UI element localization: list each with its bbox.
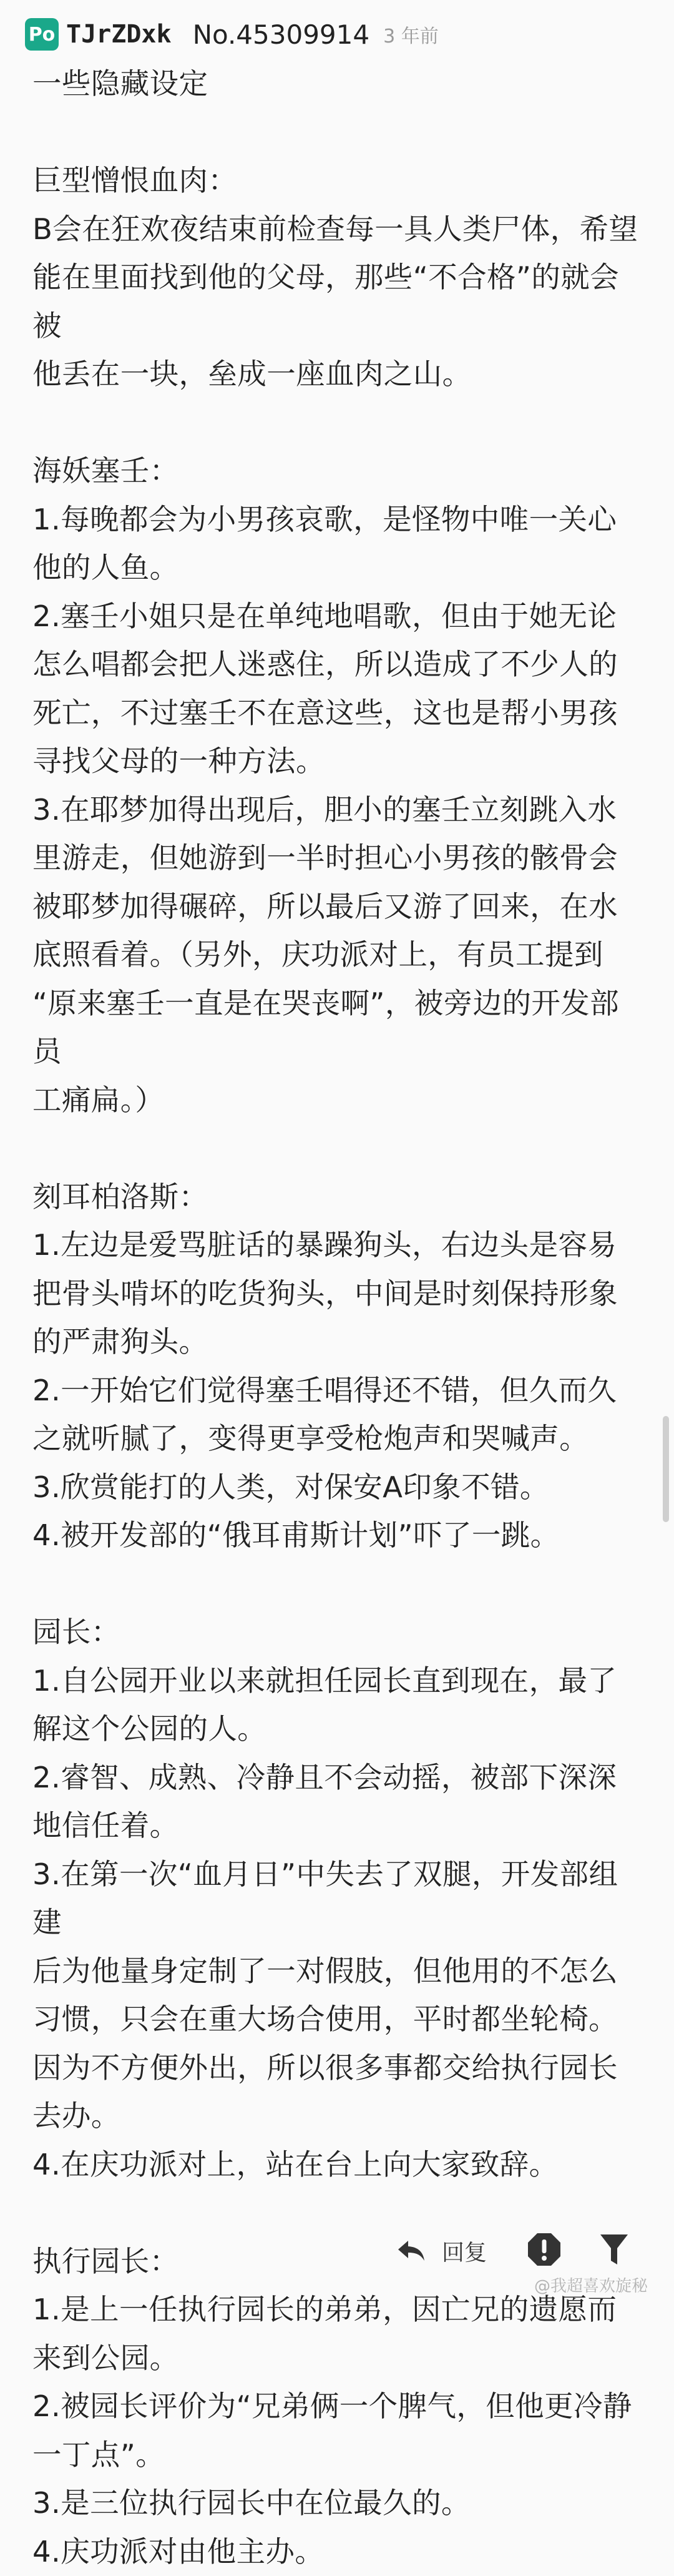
content-line: 去办。 xyxy=(32,2092,641,2141)
post-number[interactable]: No.45309914 xyxy=(193,19,370,50)
content-line: 园长： xyxy=(32,1608,641,1657)
post-time: 3 年前 xyxy=(383,21,439,48)
content-line: 3.在耶梦加得出现后，胆小的塞壬立刻跳入水 xyxy=(32,786,641,835)
content-line: 底照看着。（另外，庆功派对上，有员工提到 xyxy=(32,931,641,980)
content-line: 被耶梦加得碾碎，所以最后又游了回来，在水 xyxy=(32,883,641,932)
content-line: 之就听腻了，变得更享受枪炮声和哭喊声。 xyxy=(32,1415,641,1463)
content-line: 3.是三位执行园长中在位最久的。 xyxy=(32,2479,641,2528)
content-line: 4.被开发部的“俄耳甫斯计划”吓了一跳。 xyxy=(32,1512,641,1560)
scrollbar-thumb[interactable] xyxy=(663,1416,669,1522)
content-line: 死亡，不过塞壬不在意这些，这也是帮小男孩 xyxy=(32,689,641,738)
filter-icon xyxy=(599,2233,629,2267)
post-footer xyxy=(0,2220,674,2291)
content-line: 1.左边是爱骂脏话的暴躁狗头，右边头是容易 xyxy=(32,1221,641,1270)
reply-arrow-icon xyxy=(397,2238,426,2263)
content-line: 一丁点”。 xyxy=(32,2431,641,2480)
content-line: 习惯，只会在重大场合使用，平时都坐轮椅。 xyxy=(32,1995,641,2044)
reply-label: 回复 xyxy=(442,2235,487,2267)
content-line: 工痛扁。） xyxy=(32,1076,641,1125)
content-line: 后为他量身定制了一对假肢，但他用的不怎么 xyxy=(32,1947,641,1996)
content-line: 来到公园。 xyxy=(32,2334,641,2383)
blank-line xyxy=(32,399,641,448)
content-line: 寻找父母的一种方法。 xyxy=(32,737,641,786)
content-line: 1.每晚都会为小男孩哀歌，是怪物中唯一关心 xyxy=(32,496,641,544)
watermark: @我超喜欢旋秘 xyxy=(534,2273,648,2296)
content-line: 刻耳柏洛斯： xyxy=(32,1173,641,1222)
content-line: 2.一开始它们觉得塞壬唱得还不错，但久而久 xyxy=(32,1367,641,1415)
content-line: 一些隐藏设定 xyxy=(32,60,641,109)
content-line: 2.被园长评价为“兄弟俩一个脾气，但他更冷静 xyxy=(32,2382,641,2431)
content-line: 2.睿智、成熟、冷静且不会动摇，被部下深深 xyxy=(32,1754,641,1802)
content-line: 3.欣赏能打的人类，对保安A印象不错。 xyxy=(32,1463,641,1512)
content-line: 4.庆功派对由他主办。 xyxy=(32,2528,641,2576)
content-line: “原来塞壬一直是在哭丧啊”，被旁边的开发部员 xyxy=(32,980,641,1076)
user-id[interactable]: TJrZDxk xyxy=(66,20,172,49)
blank-line xyxy=(32,109,641,157)
post-header xyxy=(25,16,439,52)
blank-line xyxy=(32,1124,641,1173)
content-line: 地信任着。 xyxy=(32,1802,641,1851)
content-line: 的严肃狗头。 xyxy=(32,1318,641,1367)
content-line: 因为不方便外出，所以很多事都交给执行园长 xyxy=(32,2044,641,2093)
po-badge: Po xyxy=(25,18,59,51)
content-line: 把骨头啃坏的吃货狗头，中间是时刻保持形象 xyxy=(32,1270,641,1319)
filter-button[interactable] xyxy=(599,2233,629,2267)
blank-line xyxy=(32,1560,641,1609)
content-line: 1.自公园开业以来就担任园长直到现在，最了 xyxy=(32,1657,641,1706)
post-content xyxy=(32,60,641,2576)
warning-icon xyxy=(527,2232,562,2267)
report-button[interactable] xyxy=(527,2232,562,2267)
content-line: 1.是上一任执行园长的弟弟，因亡兄的遗愿而 xyxy=(32,2286,641,2334)
content-line: 他的人鱼。 xyxy=(32,544,641,592)
content-line: B会在狂欢夜结束前检查每一具人类尸体，希望 xyxy=(32,205,641,254)
content-line: 怎么唱都会把人迷惑住，所以造成了不少人的 xyxy=(32,641,641,689)
content-line: 解这个公园的人。 xyxy=(32,1705,641,1754)
content-line: 他丢在一块，垒成一座血肉之山。 xyxy=(32,350,641,399)
content-line: 4.在庆功派对上，站在台上向大家致辞。 xyxy=(32,2141,641,2190)
content-line: 执行园长： xyxy=(32,2238,641,2286)
content-line: 能在里面找到他的父母，那些“不合格”的就会被 xyxy=(32,253,641,350)
content-line: 海妖塞壬： xyxy=(32,447,641,496)
content-line: 巨型憎恨血肉： xyxy=(32,157,641,205)
content-line: 里游走，但她游到一半时担心小男孩的骸骨会 xyxy=(32,834,641,883)
content-line: 3.在第一次“血月日”中失去了双腿，开发部组建 xyxy=(32,1851,641,1947)
content-line: 2.塞壬小姐只是在单纯地唱歌，但由于她无论 xyxy=(32,592,641,641)
reply-button[interactable] xyxy=(397,2232,487,2269)
